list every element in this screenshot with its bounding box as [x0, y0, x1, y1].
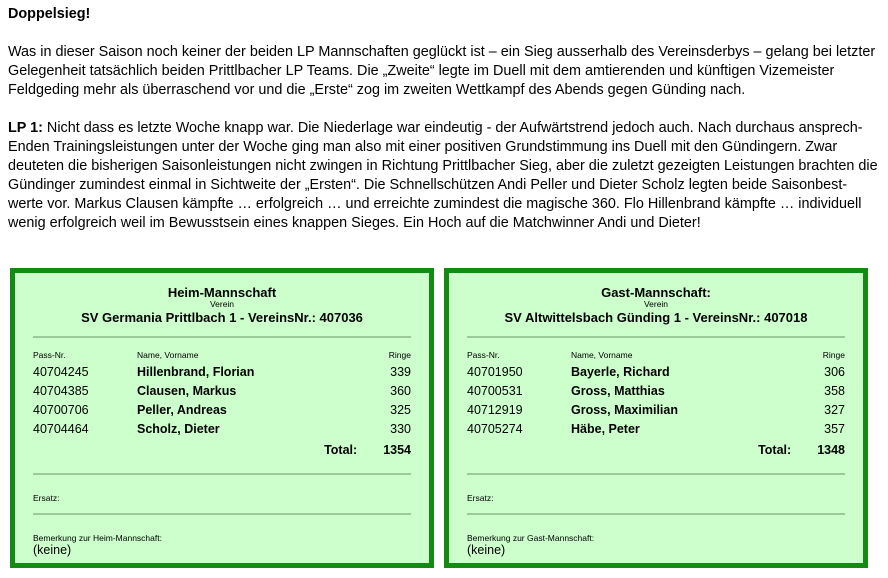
shooter-name: Clausen, Markus	[137, 384, 237, 398]
article	[8, 5, 880, 252]
col-pass: Pass-Nr.	[467, 350, 500, 360]
home-verein-label: Verein	[209, 299, 235, 309]
guest-total	[758, 443, 845, 457]
article-title: Doppelsieg!	[8, 6, 91, 22]
pass-nr: 40704464	[33, 422, 89, 436]
shooter-name: Scholz, Dieter	[137, 422, 220, 436]
ringe: 330	[390, 422, 411, 436]
ringe: 325	[390, 403, 411, 417]
divider	[33, 336, 411, 338]
shooter-name: Hillenbrand, Florian	[137, 365, 255, 379]
guest-club: SV Altwittelsbach Günding 1 - VereinsNr.: 407018	[504, 310, 808, 325]
home-total	[324, 443, 411, 457]
ringe: 306	[824, 365, 845, 379]
col-pass: Pass-Nr.	[33, 350, 66, 360]
divider	[33, 473, 411, 475]
pass-nr: 40704385	[33, 384, 89, 398]
guest-team-type: Gast-Mannschaft:	[601, 285, 711, 300]
col-name: Name, Vorname	[571, 350, 633, 360]
divider	[467, 473, 845, 475]
table-row	[467, 365, 845, 384]
home-team-type: Heim-Mannschaft	[167, 285, 277, 300]
table-row	[33, 422, 411, 441]
guest-rows	[467, 365, 845, 441]
remark-value: (keine)	[33, 543, 72, 557]
guest-verein-label: Verein	[643, 299, 669, 309]
lp1-text: Nicht dass es letzte Woche knapp war. Die Niederlage war eindeutig - der Aufwärtstrend jedoch auch. Nach durchaus ansprech-Enden Trainingsleistungen unter der Woche ging man also mit einer positiven Grundstimmung ins Duell mit den Gündingern. Zwar deuteten die bisherigen Saisonleistungen nicht zwingen in Richtung Prittlbacher Sieg, aber die zuletzt gezeigten Leistungen brachten die Gündinger zumindest einmal in Sichtweite der „Ersten“. Die Schnellschützen Andi Peller und Dieter Scholz legten beide Saisonbest-werte vor. Markus Clausen kämpfte … erfolgreich … und erreichte zumindest die magische 360. Flo Hillenbrand kämpfte … individuell wenig erfolgreich weil im Bewusstsein eines knappen Sieges. Ein Hoch auf die Matchwinner Andi und Dieter!	[8, 120, 878, 231]
pass-nr: 40704245	[33, 365, 89, 379]
shooter-name: Bayerle, Richard	[571, 365, 670, 379]
home-team-card	[10, 268, 434, 568]
ringe: 327	[824, 403, 845, 417]
divider	[33, 513, 411, 515]
pass-nr: 40700706	[33, 403, 89, 417]
table-row	[33, 365, 411, 384]
divider	[467, 513, 845, 515]
article-lp1	[8, 119, 880, 233]
ersatz-label: Ersatz:	[467, 493, 494, 503]
shooter-name: Häbe, Peter	[571, 422, 640, 436]
total-label: Total:	[324, 443, 358, 457]
shooter-name: Gross, Matthias	[571, 384, 665, 398]
ringe: 358	[824, 384, 845, 398]
total-value: 1348	[817, 443, 845, 457]
pass-nr: 40701950	[467, 365, 523, 379]
pass-nr: 40700531	[467, 384, 523, 398]
col-name: Name, Vorname	[137, 350, 199, 360]
table-row	[33, 384, 411, 403]
ersatz-label: Ersatz:	[33, 493, 60, 503]
home-rows	[33, 365, 411, 441]
ringe: 339	[390, 365, 411, 379]
col-ringe: Ringe	[388, 350, 411, 360]
remark-label: Bemerkung zur Heim-Mannschaft:	[33, 533, 162, 543]
divider	[467, 336, 845, 338]
article-intro: Was in dieser Saison noch keiner der beiden LP Mannschaften geglückt ist – ein Sieg ausserhalb des Vereinsderbys – gelang bei letzter Gelegenheit tatsächlich beiden Prittlbacher LP Teams. Die „Zweite“ legte im Duell mit dem amtierenden und künftigen Vizemeister Feldgeding mehr als überraschend vor und die „Erste“ zog im zweiten Wettkampf des Abends gegen Günding nach.	[8, 44, 876, 98]
home-club: SV Germania Prittlbach 1 - VereinsNr.: 407036	[81, 310, 363, 325]
table-row	[467, 422, 845, 441]
shooter-name: Peller, Andreas	[137, 403, 227, 417]
total-label: Total:	[758, 443, 792, 457]
col-ringe: Ringe	[822, 350, 845, 360]
lp1-label: LP 1:	[8, 120, 43, 136]
table-row	[33, 403, 411, 422]
remark-label: Bemerkung zur Gast-Mannschaft:	[467, 533, 595, 543]
shooter-name: Gross, Maximilian	[571, 403, 678, 417]
guest-team-card	[444, 268, 868, 568]
table-row	[467, 403, 845, 422]
ringe: 357	[824, 422, 845, 436]
pass-nr: 40712919	[467, 403, 523, 417]
remark-value: (keine)	[467, 543, 506, 557]
ringe: 360	[390, 384, 411, 398]
table-row	[467, 384, 845, 403]
total-value: 1354	[383, 443, 411, 457]
pass-nr: 40705274	[467, 422, 523, 436]
